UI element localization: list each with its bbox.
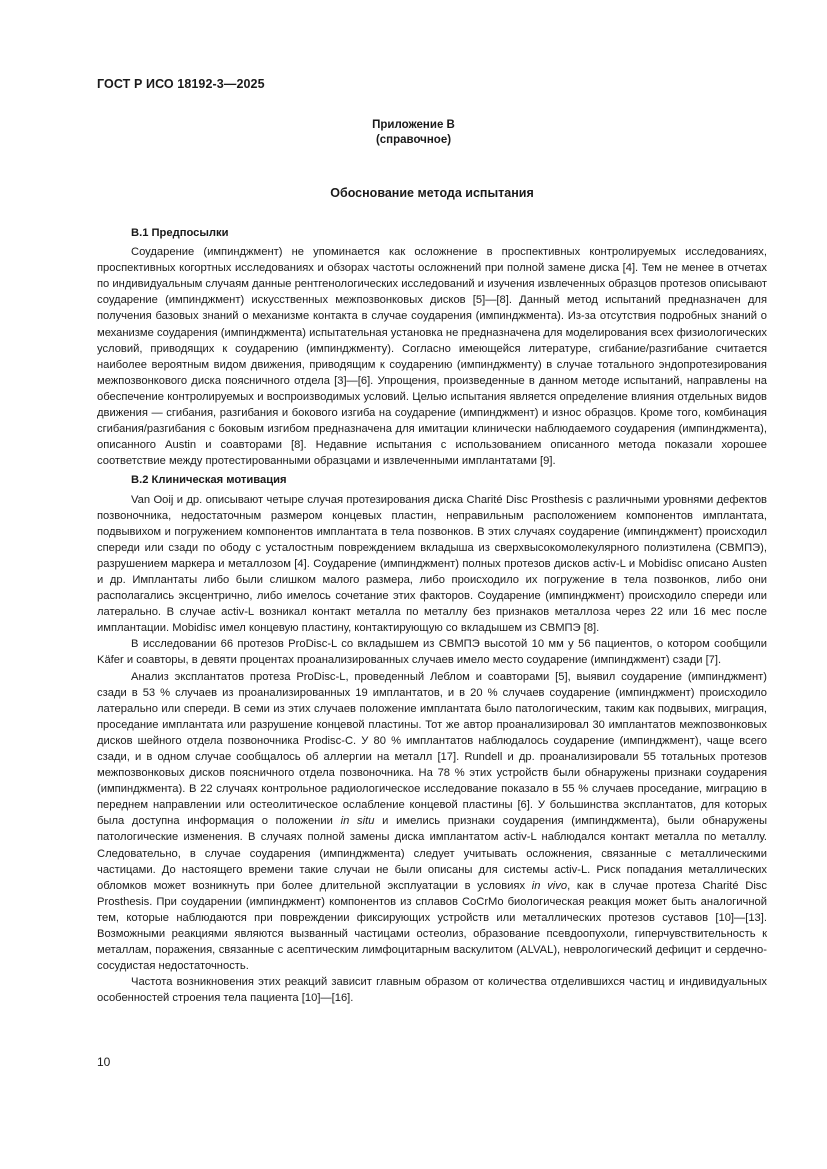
annex-kind: (справочное) [375,134,452,146]
italic-term: in vivo [531,879,568,892]
section-heading-b2: В.2 Клиническая мотивация [131,474,287,487]
text-run: Анализ эксплантатов протеза ProDisc-L, проведенный Леблом и соавторами [5], выявил соударение (импинджмент) сзади в 53 % случаев из проанализированных 19 имплантатов, и в 20 % случаев соударение (импинджмент) происходило латерально или спереди. В семи из этих случаев положение имплантата было патологическим, таким как подвывих, миграция, проседание имплантата или разрушение концевой пластины. Тот же автор проанализировал 30 имплантатов межпозвонковых дисков шейного отдела позвоночника Prodisc-C. У 80 % имплантатов наблюдалось соударение (импинджмент), чаще всего сзади, и в одном случае сообщалось об аллергии на металл [17]. Rundell и др. проанализировали 55 тотальных протезов межпозвонковых дисков поясничного отдела позвоночника. На 78 % этих устройств были обнаружены признаки соударения (импинджмента). В 22 случаях контрольное радиологическое исследование показало в 55 % случаев проседание, миграцию в переднем направлении или остеолитическое ослабление концевой пластины [6]. У большинства эксплантатов, для которых была доступна информация о положении [97,670,767,828]
paragraph [97,244,767,469]
paragraph [97,492,767,637]
text-run: и имелись признаки соударения (импинджмента), были обнаружены патологические изменения. В случаях полной замены диска имплантатом activ-L наблюдался контакт металла по металлу. Следовательно, в случае соударения (импинджмента) следует учитывать осложнения, связанные с металлическими частицами. До настоящего времени такие случаи не были описаны для системы activ-L. Риск попадания металлических обломков может возникнуть при более длительной эксплуатации в условиях [97,815,767,892]
paragraph [97,669,767,975]
italic-term: in situ [340,815,375,828]
annex-title: Приложение В [372,119,455,131]
text-run: Частота возникновения этих реакций зависит главным образом от количества отделившихся частиц и индивидуальных особенностей строения тела пациента [10]—[16]. [97,976,767,1005]
section-heading-b1: В.1 Предпосылки [131,227,229,239]
text-run: В исследовании 66 протезов ProDisc-L со вкладышем из СВМПЭ высотой 10 мм у 56 пациентов, о котором сообщили Käfer и соавторы, в девяти процентах проанализированных случаев имело место соударение (импинджмент) сзади [7]. [97,638,767,667]
standard-code: ГОСТ Р ИСО 18192-3—2025 [97,77,265,91]
page-number: 10 [97,1055,111,1069]
annex-heading: Обоснование метода испытания [330,186,534,200]
text-run: Соударение (импинджмент) не упоминается как осложнение в проспективных контролируемых исследованиях, проспективных когортных исследованиях и обзорах частоты осложнений при полной замене диска [4]. Тем не менее в отчетах по индивидуальным случаям данные рентгенологических исследований и изучения извлеченных образцов протезов описывают соударение (импинджмент) искусственных межпозвонковых дисков [5]—[8]. Данный метод испытаний предназначен для получения базовых знаний о механизме контакта в случае соударения (импинджмента). Из-за отсутствия подробных знаний о механизме соударения (импинджмента) испытательная установка не предназначена для моделирования всех физиологических условий, приводящих к соударению (импинджменту). Согласно имеющейся литературе, сгибание/разгибание считается наиболее вероятным видом движения, приводящим к соударению (импинджменту) в случае тотального эндопротезирования межпозвонкового диска поясничного отдела [3]—[6]. Упрощения, произведенные в данном методе испытаний, направлены на обеспечение контролируемых и воспроизводимых условий. Целью испытания является определение влияния отдельных видов движения — сгибания, разгибания и бокового изгиба на соударение (импинджмент) и износ образцов. Кроме того, комбинация сгибания/разгибания с боковым изгибом предназначена для имитации клинически наблюдаемого соударения (импинджмента), описанного Austin и соавторами [8]. Недавние испытания с использованием описанного метода показали хорошее соответствие между протестированными образцами и извлеченными имплантатами [9]. [97,246,767,468]
paragraph [97,974,767,1006]
text-run: , как в случае протеза Charité Disc Prosthesis. При соударении (импинджмент) компонентов из сплавов CoCrMo биологическая реакция может быть аналогичной тем, которые наблюдаются при повреждении фиксирующих устройств или металлических протезов суставов [10]—[13]. Возможными реакциями являются вызванный частицами остеолиз, образование псевдоопухоли, гиперчувствительность к металлам, поражения, связанные с асептическим лимфоцитарным васкулитом (ALVAL), неврологический дефицит и сердечно-сосудистая недостаточность. [97,879,767,973]
text-run: Van Ooij и др. описывают четыре случая протезирования диска Charité Disc Prosthesis с различными уровнями дефектов позвоночника, недостаточным размером концевых пластин, неправильным расположением компонентов имплантата, подвывихом и погружением компонентов имплантата в тела позвонков. В этих случаях соударение (импинджмент) происходил спереди или сзади по ободу с усталостным повреждением вкладыша из сверхвысокомолекулярного полиэтилена (СВМПЭ), разрушением маркера и металлозом [4]. Соударение (импинджмент) полных протезов дисков activ-L и Mobidisc описано Austen и др. Имплантаты либо были слишком малого размера, либо происходило их погружение в тела позвонков, либо они располагались эксцентрично, либо имелось сочетание этих факторов. Соударение (импинджмент) происходило спереди или латерально. В случае activ-L возникал контакт металла по металлу без признаков металлоза через 22 или 16 мес после имплантации. Mobidisc имел концевую пластину, контактирующую со вкладышем из СВМПЭ [8]. [97,493,767,635]
annex-body [97,225,767,1007]
paragraph [97,636,767,668]
